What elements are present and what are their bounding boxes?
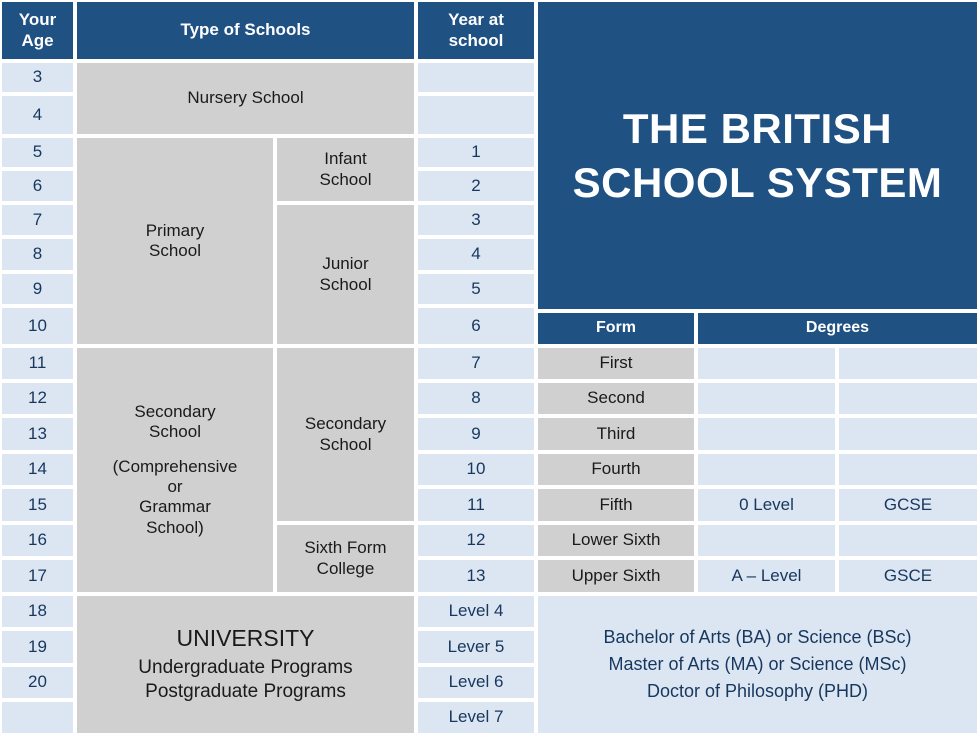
school-sixth-form-college — [275, 523, 416, 594]
exam-cell-fourth — [837, 452, 979, 487]
age-cell-9: 9 — [0, 272, 75, 306]
header-year-at-school — [416, 0, 536, 61]
age-cell-11: 11 — [0, 346, 75, 381]
level-cell-second — [696, 381, 837, 416]
school-junior — [275, 203, 416, 346]
diagram-title-line1: THE BRITISH — [622, 104, 893, 152]
school-university — [75, 594, 416, 735]
age-cell-14: 14 — [0, 452, 75, 487]
header-your-age-line1: Your — [18, 10, 57, 30]
age-cell-8: 8 — [0, 237, 75, 272]
school-infant-line1: Infant — [324, 149, 367, 169]
degrees-description-line2: Master of Arts (MA) or Science (MSc) — [608, 654, 907, 674]
age-cell-15: 15 — [0, 487, 75, 523]
level-cell-first — [696, 346, 837, 381]
school-primary — [75, 136, 275, 346]
school-secondary-left-line6: School) — [146, 517, 204, 537]
diagram-title-line2: SCHOOL SYSTEM — [572, 158, 943, 206]
exam-cell-fifth: GCSE — [837, 487, 979, 523]
age-cell-19: 19 — [0, 629, 75, 665]
school-secondary-left-line5: Grammar — [139, 497, 211, 517]
school-primary-line2: School — [149, 241, 201, 260]
school-sixth-form-line1: Sixth Form — [304, 538, 387, 558]
exam-cell-lower-sixth — [837, 523, 979, 558]
year-cell-nursery-2 — [416, 94, 536, 136]
age-cell-12: 12 — [0, 381, 75, 416]
degrees-description-line3: Doctor of Philosophy (PHD) — [646, 681, 869, 701]
school-secondary-right — [275, 346, 416, 523]
school-sixth-form-line2: College — [316, 558, 375, 578]
school-junior-line2: School — [319, 274, 372, 294]
school-secondary-left-line3: (Comprehensive — [112, 456, 238, 476]
form-cell-upper-sixth: Upper Sixth — [536, 558, 696, 594]
school-secondary-right-line2: School — [319, 434, 372, 454]
exam-cell-first — [837, 346, 979, 381]
form-cell-fourth: Fourth — [536, 452, 696, 487]
header-form: Form — [536, 311, 696, 346]
header-your-age — [0, 0, 75, 61]
header-degrees: Degrees — [696, 311, 979, 346]
header-year-at-school-line2: school — [448, 30, 504, 50]
year-cell-4: 4 — [416, 237, 536, 272]
age-cell-17: 17 — [0, 558, 75, 594]
school-nursery: Nursery School — [75, 61, 416, 136]
school-secondary-left-line4: or — [167, 477, 183, 496]
age-cell-20: 20 — [0, 665, 75, 700]
exam-cell-upper-sixth: GSCE — [837, 558, 979, 594]
year-cell-level-7: Level 7 — [416, 700, 536, 735]
year-cell-level-4: Level 4 — [416, 594, 536, 629]
year-cell-8: 8 — [416, 381, 536, 416]
age-cell-3: 3 — [0, 61, 75, 94]
degrees-description — [536, 594, 979, 735]
form-cell-lower-sixth: Lower Sixth — [536, 523, 696, 558]
year-cell-12: 12 — [416, 523, 536, 558]
age-cell-18: 18 — [0, 594, 75, 629]
degrees-description-line1: Bachelor of Arts (BA) or Science (BSc) — [603, 627, 912, 647]
header-year-at-school-line1: Year at — [448, 10, 504, 30]
age-cell-10: 10 — [0, 306, 75, 346]
school-secondary-left-line2: School — [149, 422, 201, 442]
year-cell-2: 2 — [416, 169, 536, 203]
year-cell-level-6: Level 6 — [416, 665, 536, 700]
year-cell-9: 9 — [416, 416, 536, 452]
year-cell-nursery-1 — [416, 61, 536, 94]
school-infant-line2: School — [319, 169, 372, 189]
age-cell-empty — [0, 700, 75, 735]
school-secondary-left-line1: Secondary — [134, 401, 216, 421]
header-type-of-schools: Type of Schools — [75, 0, 416, 61]
age-cell-5: 5 — [0, 136, 75, 169]
age-cell-7: 7 — [0, 203, 75, 237]
header-your-age-line2: Age — [21, 30, 54, 50]
level-cell-fifth: 0 Level — [696, 487, 837, 523]
year-cell-5: 5 — [416, 272, 536, 306]
school-primary-line1: Primary — [145, 220, 205, 240]
form-cell-third: Third — [536, 416, 696, 452]
form-cell-first: First — [536, 346, 696, 381]
year-cell-13: 13 — [416, 558, 536, 594]
form-cell-fifth: Fifth — [536, 487, 696, 523]
year-cell-10: 10 — [416, 452, 536, 487]
school-secondary-right-line1: Secondary — [304, 414, 387, 434]
school-junior-line1: Junior — [322, 254, 369, 274]
year-cell-11: 11 — [416, 487, 536, 523]
exam-cell-second — [837, 381, 979, 416]
year-cell-1: 1 — [416, 136, 536, 169]
age-cell-13: 13 — [0, 416, 75, 452]
level-cell-third — [696, 416, 837, 452]
school-secondary-left — [75, 346, 275, 594]
level-cell-fourth — [696, 452, 837, 487]
year-cell-lever-5: Lever 5 — [416, 629, 536, 665]
level-cell-lower-sixth — [696, 523, 837, 558]
year-cell-7: 7 — [416, 346, 536, 381]
diagram-title — [536, 0, 979, 311]
year-cell-6: 6 — [416, 306, 536, 346]
age-cell-16: 16 — [0, 523, 75, 558]
year-cell-3: 3 — [416, 203, 536, 237]
school-infant — [275, 136, 416, 203]
form-cell-second: Second — [536, 381, 696, 416]
university-postgraduate: Postgraduate Programs — [145, 681, 346, 703]
exam-cell-third — [837, 416, 979, 452]
university-undergraduate: Undergraduate Programs — [138, 656, 353, 678]
age-cell-4: 4 — [0, 94, 75, 136]
age-cell-6: 6 — [0, 169, 75, 203]
level-cell-upper-sixth: A – Level — [696, 558, 837, 594]
university-title: UNIVERSITY — [176, 624, 315, 651]
